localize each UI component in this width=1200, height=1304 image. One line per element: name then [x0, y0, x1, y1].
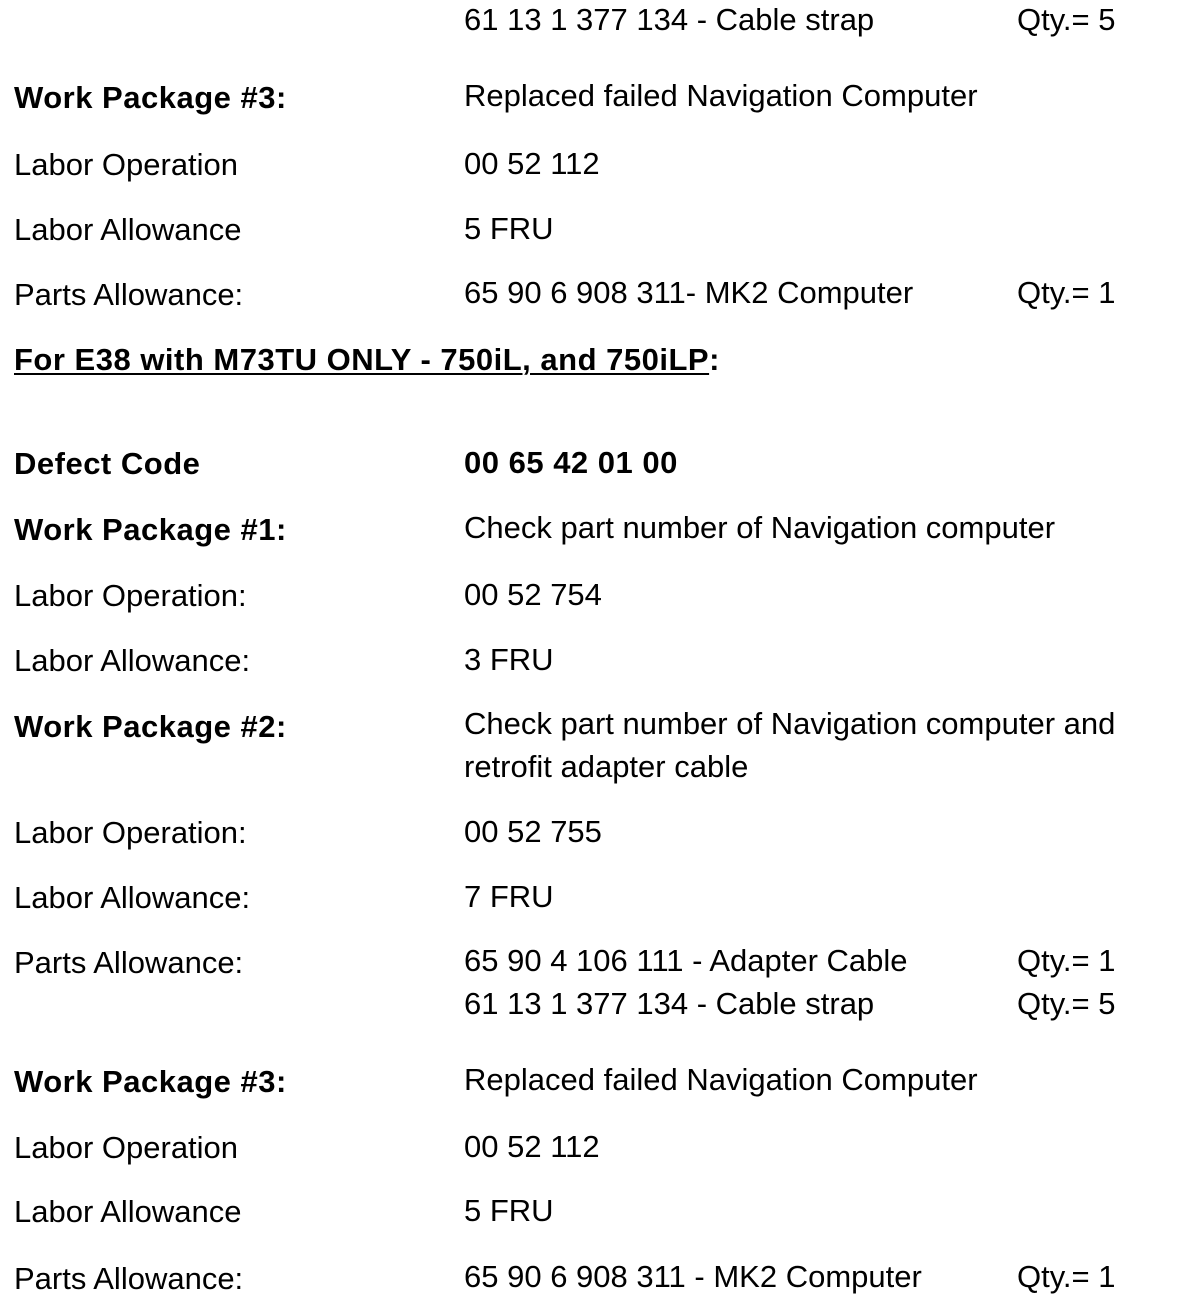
top-wp3-parts-allowance-qty: Qty.= 1	[1017, 275, 1116, 310]
top-wp3-labor-operation-label: Labor Operation	[14, 147, 239, 182]
top-cable-strap-qty: Qty.= 5	[1017, 2, 1116, 37]
top-wp3-value: Replaced failed Navigation Computer	[464, 78, 978, 113]
wp3-labor-allowance-value: 5 FRU	[464, 1193, 554, 1228]
wp2-labor-operation-value: 00 52 755	[464, 814, 602, 849]
wp2-label: Work Package #2:	[14, 709, 287, 744]
wp1-labor-allowance-value: 3 FRU	[464, 642, 554, 677]
top-cable-strap-part: 61 13 1 377 134 - Cable strap	[464, 2, 875, 37]
top-wp3-labor-allowance-label: Labor Allowance	[14, 212, 242, 247]
section-heading	[14, 342, 720, 378]
defect-code-label: Defect Code	[14, 446, 201, 481]
wp3-label: Work Package #3:	[14, 1064, 287, 1099]
top-wp3-label: Work Package #3:	[14, 80, 287, 115]
wp2-parts-allowance-label: Parts Allowance:	[14, 945, 244, 980]
section-heading-text: For E38 with M73TU ONLY - 750iL, and 750iLP	[14, 342, 710, 377]
wp1-label: Work Package #1:	[14, 512, 287, 547]
wp2-value-line1: Check part number of Navigation computer and	[464, 706, 1116, 741]
wp3-labor-allowance-label: Labor Allowance	[14, 1194, 242, 1229]
wp1-value: Check part number of Navigation computer	[464, 510, 1056, 545]
wp3-parts-allowance-label: Parts Allowance:	[14, 1261, 244, 1296]
wp2-value-line2: retrofit adapter cable	[464, 749, 749, 784]
wp3-parts-allowance-qty: Qty.= 1	[1017, 1259, 1116, 1294]
top-wp3-labor-operation-value: 00 52 112	[464, 146, 600, 181]
wp3-labor-operation-label: Labor Operation	[14, 1130, 239, 1165]
wp1-labor-operation-label: Labor Operation:	[14, 578, 247, 613]
top-wp3-labor-allowance-value: 5 FRU	[464, 211, 554, 246]
wp2-labor-operation-label: Labor Operation:	[14, 815, 247, 850]
wp3-parts-allowance-part: 65 90 6 908 311 - MK2 Computer	[464, 1259, 922, 1294]
section-heading-colon: :	[709, 342, 720, 377]
wp2-labor-allowance-label: Labor Allowance:	[14, 880, 251, 915]
wp3-labor-operation-value: 00 52 112	[464, 1129, 600, 1164]
wp1-labor-operation-value: 00 52 754	[464, 577, 602, 612]
top-wp3-parts-allowance-part: 65 90 6 908 311- MK2 Computer	[464, 275, 914, 310]
wp3-value: Replaced failed Navigation Computer	[464, 1062, 978, 1097]
defect-code-value: 00 65 42 01 00	[464, 445, 678, 480]
wp2-part-cable-strap: 61 13 1 377 134 - Cable strap	[464, 986, 875, 1021]
top-wp3-parts-allowance-label: Parts Allowance:	[14, 277, 244, 312]
wp2-part-adapter-cable: 65 90 4 106 111 - Adapter Cable	[464, 943, 908, 978]
wp2-part-cable-strap-qty: Qty.= 5	[1017, 986, 1116, 1021]
wp2-part-adapter-cable-qty: Qty.= 1	[1017, 943, 1116, 978]
wp2-labor-allowance-value: 7 FRU	[464, 879, 554, 914]
wp1-labor-allowance-label: Labor Allowance:	[14, 643, 251, 678]
